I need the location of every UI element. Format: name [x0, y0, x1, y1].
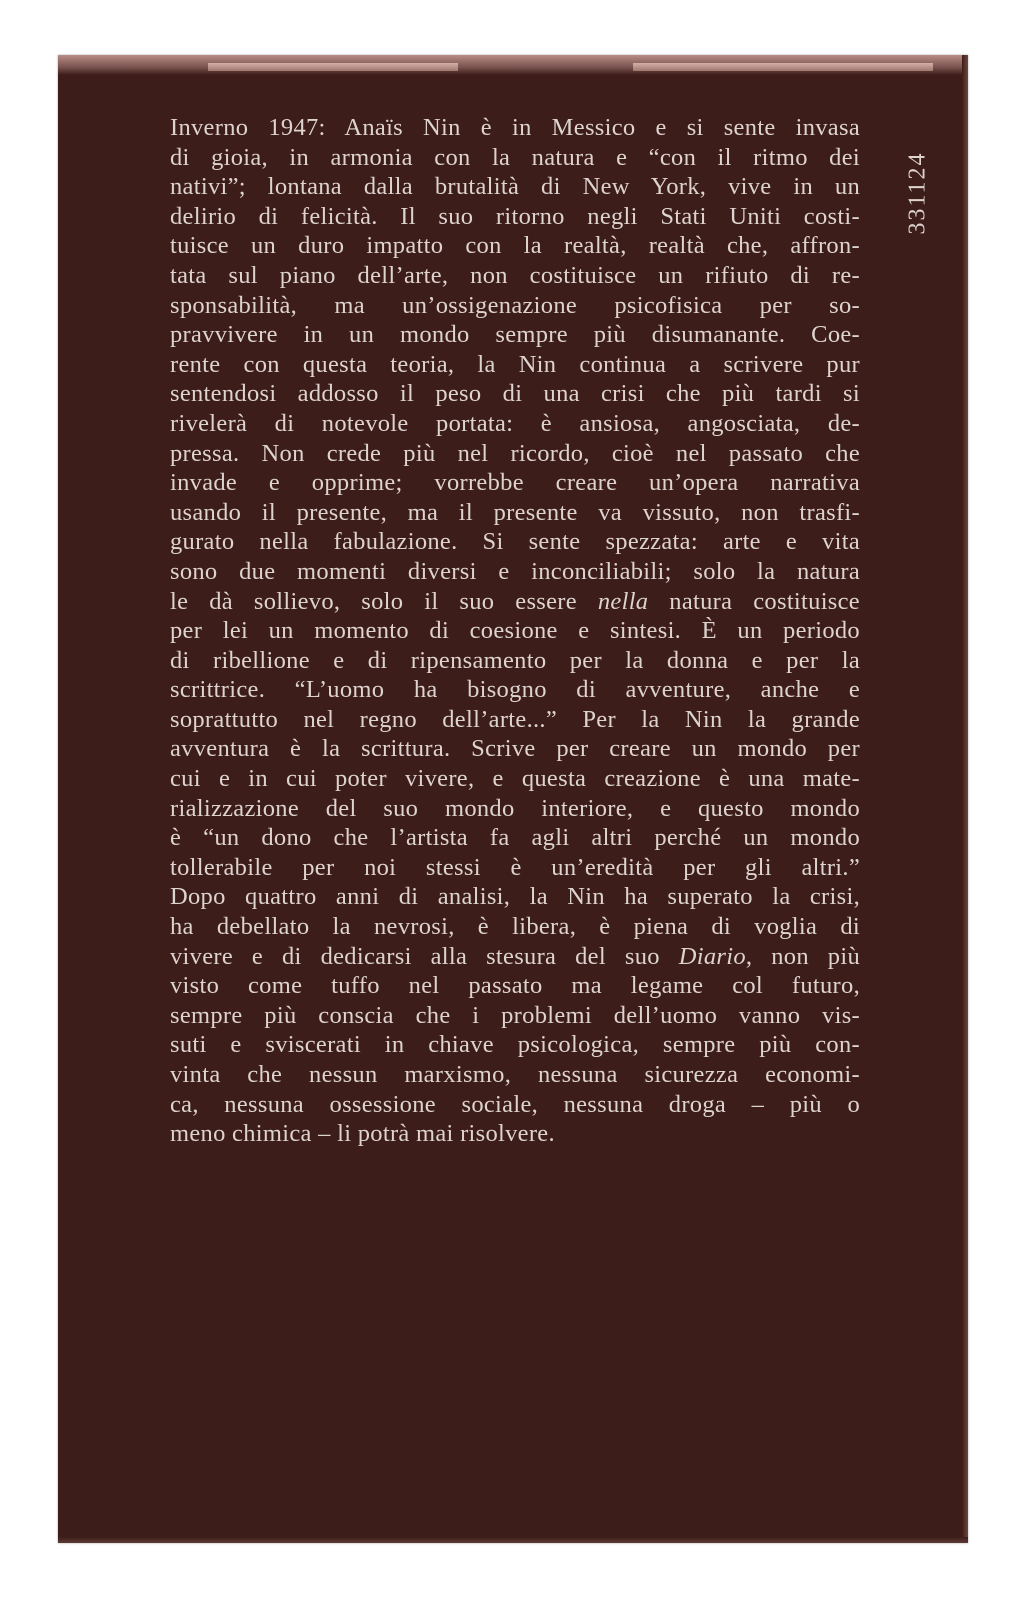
blurb-line: scrittrice. “L’uomo ha bisogno di avventure, anche e	[170, 676, 860, 704]
blurb-line: sponsabilità, ma un’ossigenazione psicofisica per so-	[170, 291, 860, 319]
blurb-fragment: , non più	[745, 942, 860, 970]
blurb-line: ca, nessuna ossessione sociale, nessuna droga – più o	[170, 1090, 860, 1118]
blurb-line: vinta che nessun marxismo, nessuna sicurezza economi-	[170, 1061, 860, 1088]
blurb-line: Dopo quattro anni di analisi, la Nin ha superato la crisi,	[170, 883, 860, 911]
blurb-line-with-italic	[170, 942, 860, 972]
blurb-line: delirio di felicità. Il suo ritorno negli Stati Uniti costi-	[170, 202, 860, 230]
blurb-line: visto come tuffo nel passato ma legame col futuro,	[170, 972, 860, 1000]
blurb-line: avventura è la scrittura. Scrive per creare un mondo per	[170, 735, 860, 763]
blurb-line: di ribellione e di ripensamento per la donna e per la	[170, 646, 860, 674]
blurb-fragment: natura costituisce	[648, 587, 860, 615]
cover-top-edge	[58, 55, 968, 75]
book-back-cover	[58, 55, 968, 1543]
blurb-italic-fragment: nella	[597, 587, 649, 615]
blurb-line: tollerabile per noi stessi è un’eredità per gli altri.”	[170, 853, 860, 881]
blurb-line-with-italic	[170, 587, 860, 617]
blurb-line: usando il presente, ma il presente va vissuto, non trasfi-	[170, 498, 860, 526]
blurb-line: tata sul piano dell’arte, non costituisce un rifiuto di re-	[170, 261, 860, 289]
blurb-line: suti e sviscerati in chiave psicologica, sempre più con-	[170, 1031, 860, 1059]
blurb-line: rivelerà di notevole portata: è ansiosa, angosciata, de-	[170, 409, 860, 437]
blurb-line: Inverno 1947: Anaïs Nin è in Messico e si sente invasa	[170, 114, 860, 141]
cover-bottom-edge	[58, 1537, 968, 1543]
blurb-line: pressa. Non crede più nel ricordo, cioè nel passato che	[170, 439, 860, 467]
blurb-line: di gioia, in armonia con la natura e “con il ritmo dei	[170, 143, 860, 171]
catalog-code	[878, 123, 958, 263]
blurb-line: meno chimica – li potrà mai risolvere.	[170, 1120, 555, 1148]
blurb-line: rializzazione del suo mondo interiore, e questo mondo	[170, 794, 860, 822]
blurb-line: pravvivere in un mondo sempre più disumanante. Coe-	[170, 321, 860, 349]
blurb-line: cui e in cui poter vivere, e questa creazione è una mate-	[170, 765, 860, 793]
blurb-fragment: le dà sollievo, solo il suo essere	[170, 587, 598, 615]
back-cover-blurb	[170, 113, 860, 1149]
blurb-line: per lei un momento di coesione e sintesi. È un periodo	[170, 617, 860, 645]
blurb-fragment: vivere e di dedicarsi alla stesura del suo	[170, 942, 679, 970]
blurb-line: sempre più conscia che i problemi dell’uomo vanno vis-	[170, 1001, 860, 1029]
blurb-line: invade e opprime; vorrebbe creare un’opera narrativa	[170, 469, 860, 497]
blurb-line: tuisce un duro impatto con la realtà, realtà che, affron-	[170, 232, 860, 260]
cover-edge-highlight	[208, 63, 458, 71]
blurb-line: soprattutto nel regno dell’arte...” Per la Nin la grande	[170, 705, 860, 733]
blurb-line: rente con questa teoria, la Nin continua a scrivere pur	[170, 350, 860, 378]
blurb-line: nativi”; lontana dalla brutalità di New York, vive in un	[170, 173, 860, 201]
blurb-line: gurato nella fabulazione. Si sente spezzata: arte e vita	[170, 528, 860, 556]
blurb-line: ha debellato la nevrosi, è libera, è piena di voglia di	[170, 913, 860, 941]
blurb-italic-fragment: Diario	[678, 942, 746, 970]
blurb-line: sentendosi addosso il peso di una crisi che più tardi si	[170, 380, 860, 408]
blurb-line: è “un dono che l’artista fa agli altri perché un mondo	[170, 824, 860, 852]
cover-edge-highlight	[633, 63, 933, 71]
cover-right-edge	[962, 55, 968, 1543]
blurb-line: sono due momenti diversi e inconciliabili; solo la natura	[170, 557, 860, 585]
catalog-code-text: 331124	[904, 151, 931, 235]
